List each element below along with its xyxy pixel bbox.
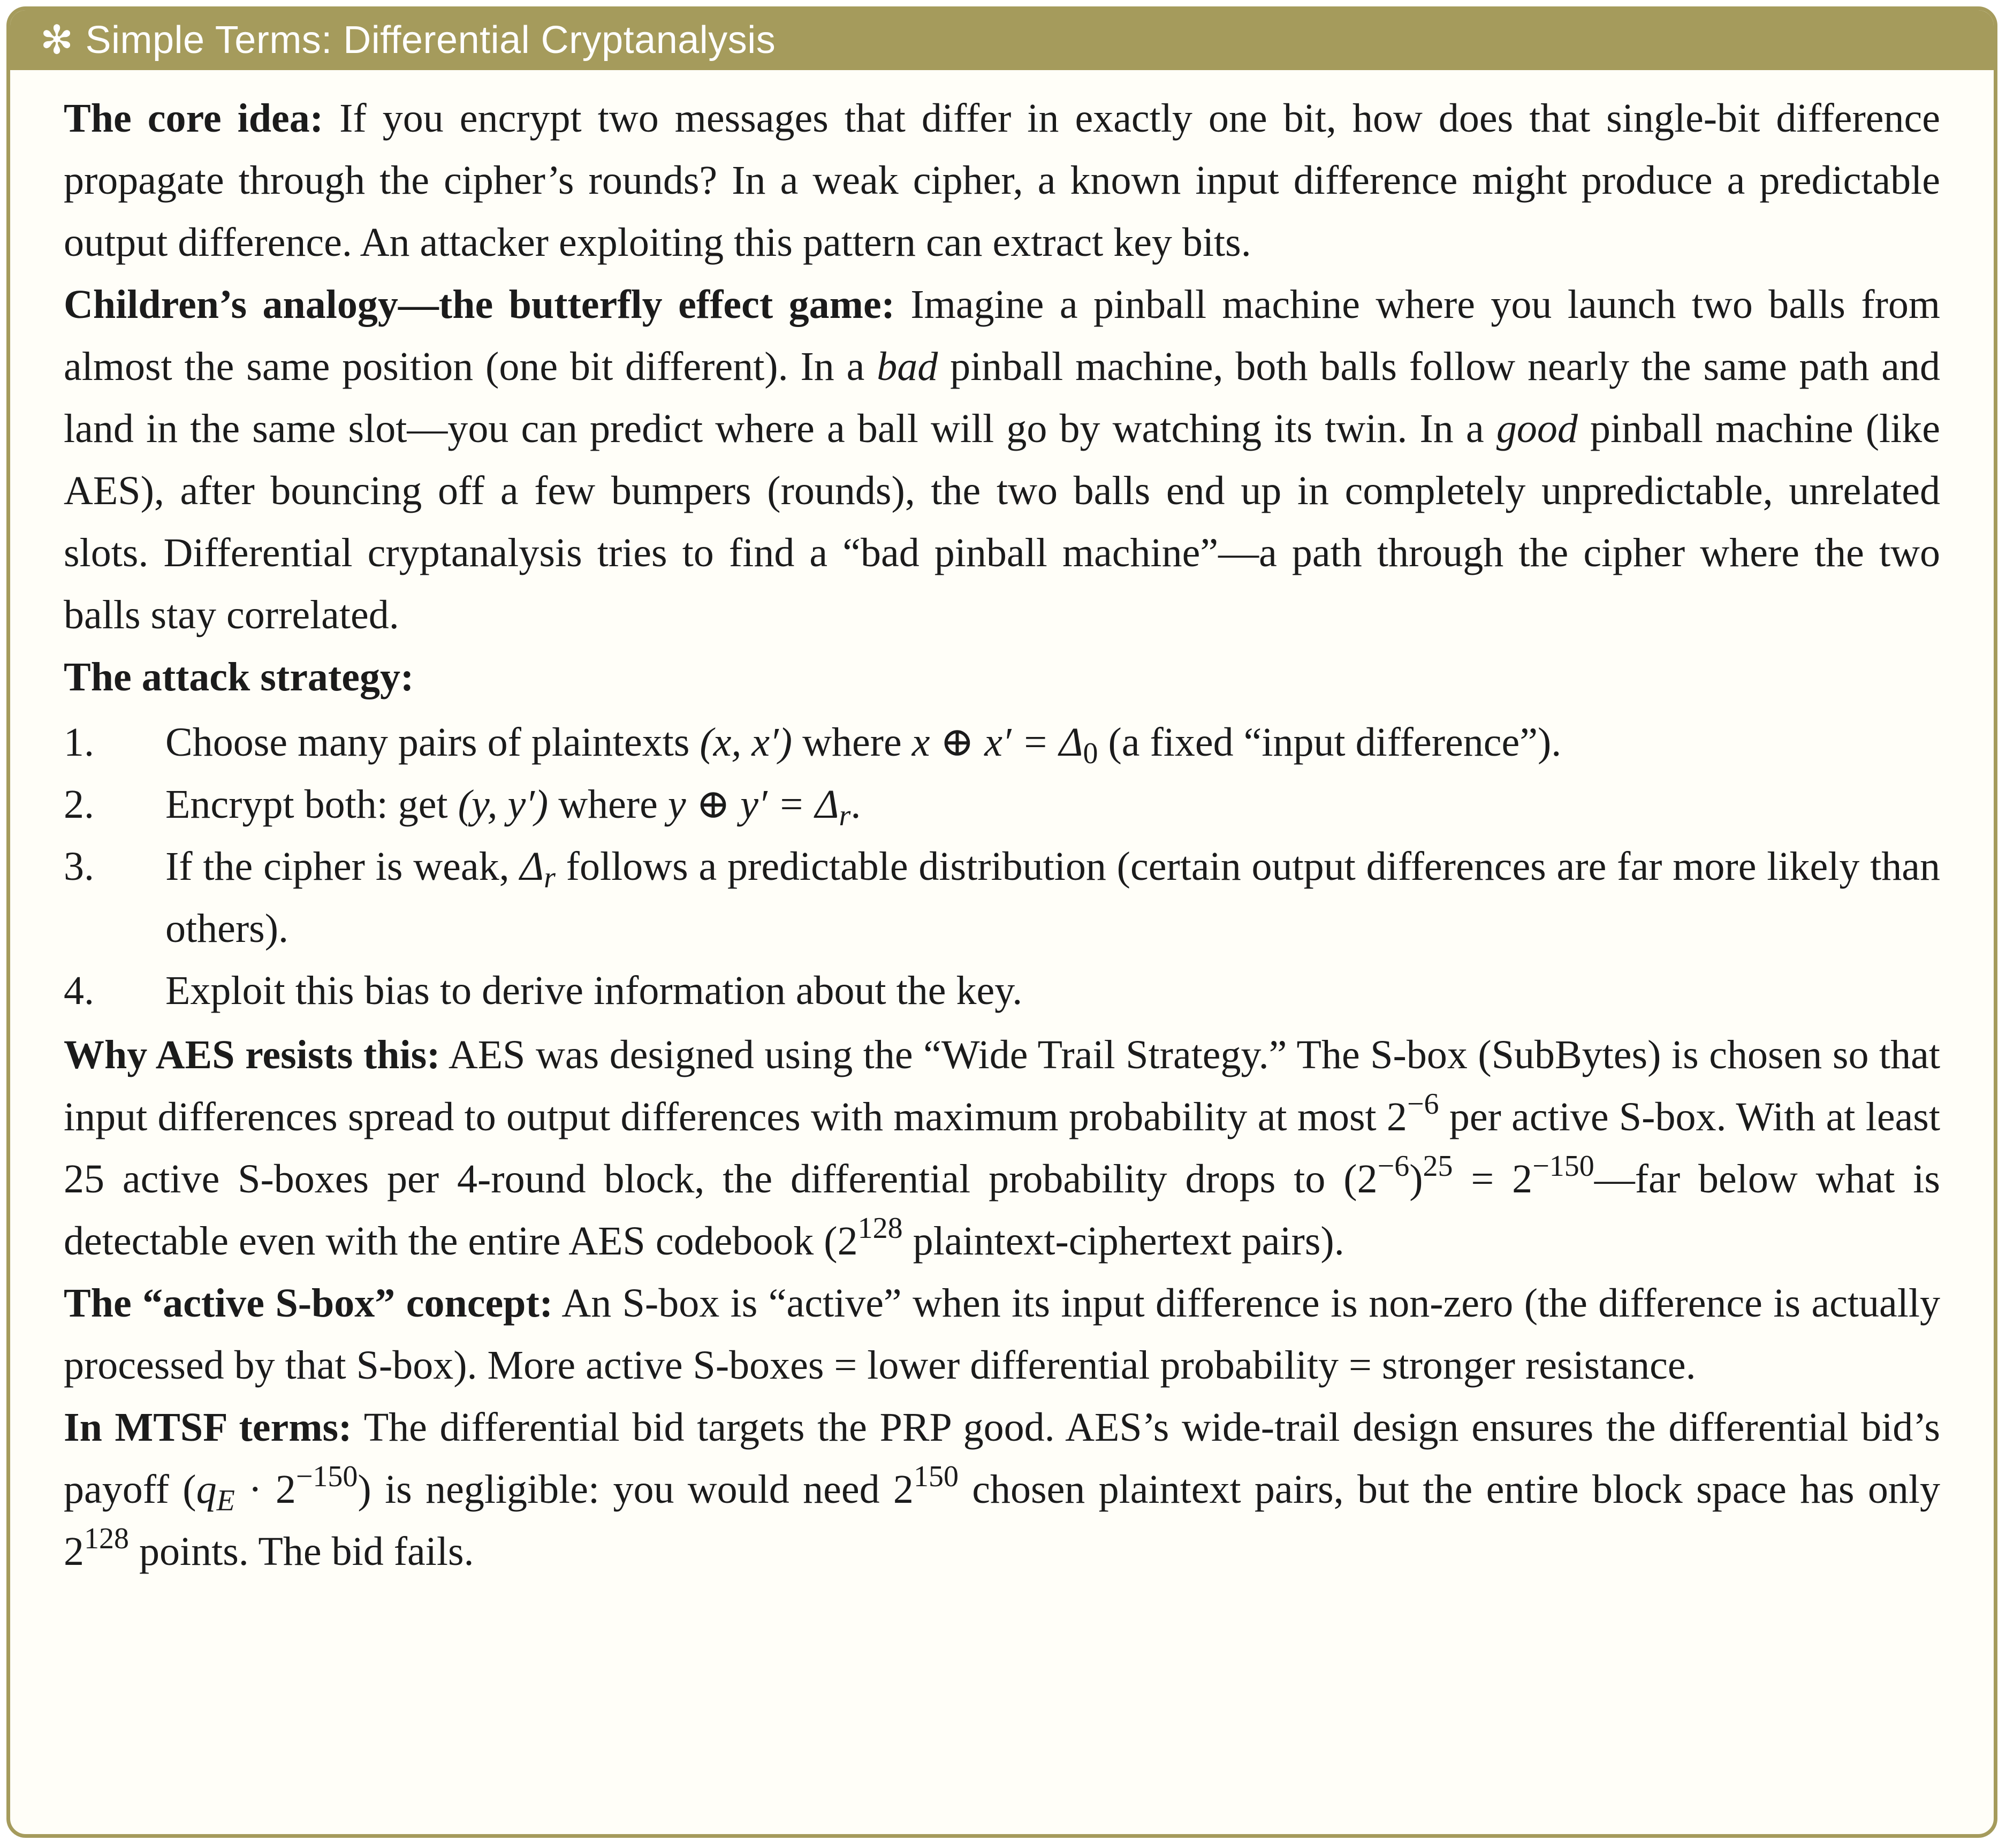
- active-sbox-text: An S-box is “active” when its input difference is non-zero (the difference is actually processed by that S-box). More active S-boxes = lower differential probability = stronger resistance.: [64, 1281, 1940, 1388]
- math-expression: y ⊕ y′ = Δ: [667, 782, 839, 827]
- math-expression: q: [196, 1467, 217, 1512]
- math-expression: (y, y′): [458, 782, 549, 827]
- exponent: −150: [1532, 1150, 1594, 1183]
- step-text: where: [548, 782, 668, 827]
- core-idea-label: The core idea:: [64, 96, 324, 141]
- math-subscript: r: [839, 799, 851, 832]
- core-idea-paragraph: [64, 87, 1940, 273]
- step-text: where: [792, 720, 912, 765]
- core-idea-text: If you encrypt two messages that differ in exactly one bit, how does that single-bit difference propagate through the cipher’s rounds? In a weak cipher, a known input difference might produce a predictable output difference. An attacker exploiting this pattern can extract key bits.: [64, 96, 1940, 265]
- list-item: [64, 711, 1940, 773]
- box-header: [10, 10, 1994, 70]
- math-subscript: 0: [1083, 737, 1098, 770]
- exponent: 128: [857, 1212, 903, 1245]
- step-text: Encrypt both: get: [165, 782, 458, 827]
- exponent: −6: [1377, 1150, 1410, 1183]
- mtsf-paragraph: [64, 1396, 1940, 1583]
- strategy-list: [64, 711, 1940, 1022]
- list-item-text: [165, 711, 1940, 773]
- why-text: AES was designed using the “Wide Trail Strategy.” The S-box (SubBytes) is chosen so that input differences spread to output differences with maximum probability at most 2: [64, 1032, 1940, 1139]
- math-expression: Δ: [520, 844, 544, 889]
- simple-terms-box: [6, 6, 1997, 1838]
- why-text: per active S-box. With at least 25 active S-boxes per 4-round block, the differential probability drops to (2: [64, 1094, 1940, 1201]
- list-number: 4.: [64, 968, 94, 1013]
- step-text: (a fixed “input difference”).: [1098, 720, 1562, 765]
- step-text: Choose many pairs of plaintexts: [165, 720, 700, 765]
- box-title: Simple Terms: Differential Cryptanalysis: [85, 19, 776, 62]
- strategy-heading: [64, 646, 1940, 708]
- why-text: = 2: [1453, 1157, 1533, 1201]
- list-number: 3.: [64, 844, 94, 889]
- step-text: .: [850, 782, 861, 827]
- exponent: 25: [1423, 1150, 1453, 1183]
- list-number: 1.: [64, 720, 94, 765]
- strategy-label: The attack strategy:: [64, 655, 414, 699]
- list-item: [64, 773, 1940, 835]
- why-text: plaintext-ciphertext pairs).: [902, 1219, 1344, 1264]
- why-aes-label: Why AES resists this:: [64, 1032, 440, 1077]
- mtsf-text: points. The bid fails.: [129, 1529, 474, 1574]
- math-expression: x ⊕ x′ = Δ: [911, 720, 1083, 765]
- active-sbox-paragraph: [64, 1272, 1940, 1396]
- list-number: 2.: [64, 782, 94, 827]
- analogy-paragraph: [64, 273, 1940, 646]
- math-expression: (x, x′): [700, 720, 793, 765]
- mtsf-label: In MTSF terms:: [64, 1405, 352, 1450]
- box-content: [10, 70, 1994, 1583]
- exponent: −150: [295, 1460, 358, 1494]
- list-item-text: [165, 773, 1940, 835]
- why-aes-paragraph: [64, 1024, 1940, 1272]
- exponent: 150: [913, 1460, 959, 1494]
- exponent: −6: [1407, 1087, 1439, 1121]
- exponent: 128: [84, 1522, 129, 1556]
- active-sbox-label: The “active S-box” concept:: [64, 1281, 553, 1326]
- list-item-text: Exploit this bias to derive information about the key.: [165, 968, 1023, 1013]
- mtsf-text: · 2: [234, 1467, 296, 1512]
- step-text: If the cipher is weak,: [165, 844, 520, 889]
- why-text: —far below what is detectable even with the entire AES codebook (2: [64, 1157, 1940, 1264]
- analogy-text-2: pinball machine, both balls follow nearly the same path and land in the same slot—you can predict where a ball will go by watching its twin. In a: [64, 344, 1940, 451]
- analogy-emphasis-bad: bad: [877, 344, 938, 389]
- analogy-label: Children’s analogy—the butterfly effect game:: [64, 282, 895, 327]
- analogy-text-3: pinball machine (like AES), after bouncing off a few bumpers (rounds), the two balls end up in completely unpredictable, unrelated slots. Differential cryptanalysis tries to find a “bad pinball machine”—a path through the cipher where the two balls stay correlated.: [64, 406, 1940, 637]
- list-item: [64, 835, 1940, 960]
- analogy-emphasis-good: good: [1496, 406, 1578, 451]
- analogy-text-1: Imagine a pinball machine where you launch two balls from almost the same position (one bit different). In a: [64, 282, 1940, 389]
- list-item: [64, 960, 1940, 1022]
- math-subscript: E: [216, 1484, 235, 1517]
- mtsf-text: ) is negligible: you would need 2: [358, 1467, 914, 1512]
- step-text: follows a predictable distribution (certain output differences are far more likely than others).: [165, 844, 1940, 951]
- asterisk-icon: ✻: [40, 18, 74, 62]
- list-item-text: [165, 835, 1940, 960]
- mtsf-text: The differential bid targets the PRP good. AES’s wide-trail design ensures the differential bid’s payoff (: [64, 1405, 1940, 1512]
- math-subscript: r: [544, 861, 556, 894]
- mtsf-text: chosen plaintext pairs, but the entire block space has only 2: [64, 1467, 1940, 1574]
- why-text: ): [1409, 1157, 1423, 1201]
